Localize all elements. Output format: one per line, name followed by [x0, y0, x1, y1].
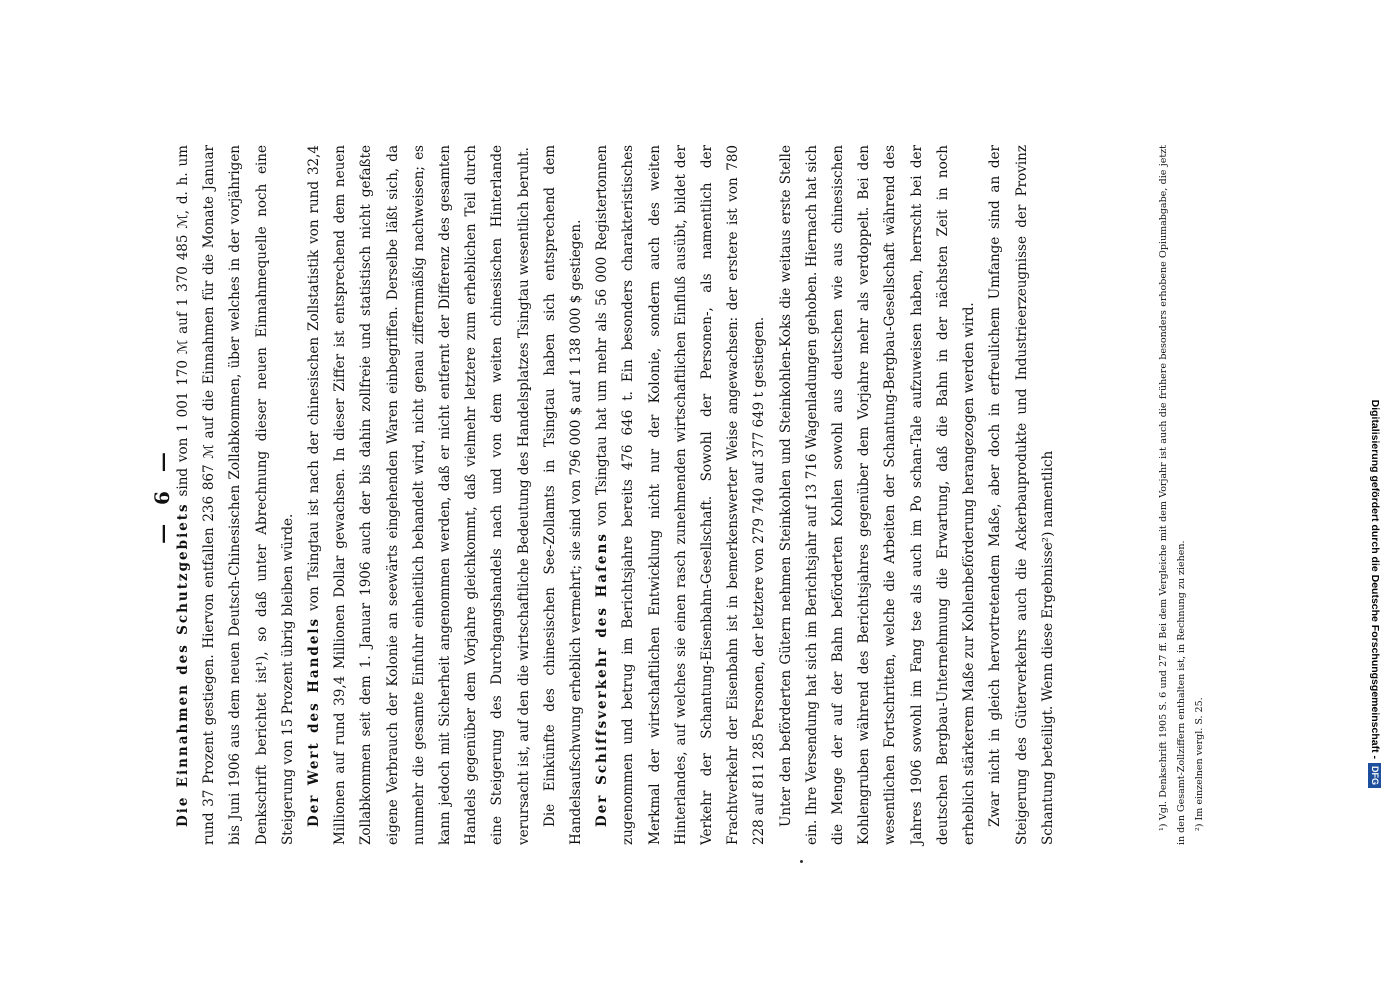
- dfg-logo: DFG: [1369, 763, 1382, 788]
- body-text: [170, 145, 1061, 845]
- paragraph-text: von Tsingtau ist nach der chinesischen Zollstatistik von rund 32,4 Millionen auf rund 39,4 Millionen Dollar gewachsen. In dieser Ziffer ist entsprechend dem neuen Zollabkommen seit dem 1. Januar 1906 auch der bis dahin zollfreie und statistisch nicht gefaßte eigene Verbrauch der Kolonie an seewärts eingehenden Waren einbegriffen. Derselbe läßt sich, da nunmehr die gesamte Einfuhr einheitlich behandelt wird, nicht genau ziffernmäßig nachweisen; es kann jedoch mit Sicherheit angenommen werden, daß er nicht entfernt der Differenz des gesamten Handels gegenüber dem Vorjahre gleichkommt, daß vielmehr letztere zum erheblichen Teil durch eine Steigerung des Durchgangshandels nach und von dem weiten chinesischen Hinterlande verursacht ist, auf den die wirtschaftliche Bedeutung des Handelsplatzes Tsingtau wesentlich beruht.: [306, 145, 532, 845]
- paragraph-lead: Der Wert des Handels: [306, 616, 323, 827]
- paragraph-schiffsverkehr: [589, 145, 772, 845]
- rotated-document-page: [150, 145, 1230, 845]
- footnote-2: ²) Im einzelnen vergl. S. 25.: [1194, 697, 1205, 831]
- scan-speck: [800, 860, 803, 863]
- paragraph-einnahmen: [170, 145, 301, 845]
- paragraph-ackerbau: [982, 145, 1061, 845]
- footnote-1: ¹) Vgl. Denkschrift 1905 S. 6 und 27 ff. Bei dem Vergleiche mit dem Vorjahr ist auch die frühere besonders erhobene Opiumabgabe, die jetzt in den Gesamt-Zollziffern enthalten ist, in Rechnung zu ziehen.: [1158, 145, 1187, 845]
- credit-text: Digitalisierung gefördert durch die Deutsche Forschungsgemeinschaft -: [1369, 399, 1381, 759]
- digitization-credit: [1368, 8, 1382, 788]
- paragraph-gueter: [773, 145, 983, 845]
- paragraph-text: von Tsingtau hat um mehr als 56 000 Registertonnen zugenommen und betrug im Berichtsjahre bereits 476 646 t. Ein besonders charakteristisches Merkmal der wirtschaftlichen Entwicklung nicht nur der Kolonie, sondern auch des weiten Hinterlandes, auf welches sie einen rasch zunehmenden wirtschaftlichen Einfluß ausübt, bildet der Verkehr der Schantung-Eisenbahn-Gesellschaft. Sowohl der Personen-, als namentlich der Frachtverkehr der Eisenbahn ist in bemerkenswerter Weise angewachsen: der erstere ist von 780 228 auf 811 285 Personen, der letztere von 279 740 auf 377 649 t gestiegen.: [594, 145, 768, 845]
- paragraph-text: Die Einkünfte des chinesischen See-Zollamts in Tsingtau haben sich entsprechend dem Handelsaufschwung erheblich vermehrt; sie sind von 796 000 $ auf 1 138 000 $ gestiegen.: [541, 145, 585, 845]
- paragraph-lead: Die Einnahmen des Schutzgebiets: [175, 502, 191, 827]
- paragraph-zollamt: [537, 145, 589, 845]
- paragraph-handel: [301, 145, 537, 845]
- footnotes: [1155, 145, 1209, 845]
- paragraph-text: sind von 1 001 170 ℳ auf 1 370 485 ℳ, d. h. um rund 37 Prozent gestiegen. Hiervon entfallen 236 867 ℳ auf die Einnahmen für die Monate Januar bis Juni 1906 aus dem neuen Deutsch-Chinesischen Zollabkommen, über welches in der vorjährigen Denkschrift berichtet ist¹), so daß unter Abrechnung dieser neuen Einnahmequelle noch eine Steigerung von 15 Prozent übrig bleiben würde.: [175, 145, 296, 845]
- paragraph-text: Unter den beförderten Gütern nehmen Steinkohlen und Steinkohlen-Koks die weitaus erste Stelle ein. Ihre Versendung hat sich im Berichtsjahr auf 13 716 Wagenladungen gehoben. Hiernach hat sich die Menge der auf der Bahn beförderten Kohlen sowohl aus deutschen wie aus chinesischen Kohlengruben während des Berichtsjahres gegenüber dem Vorjahre mehr als verdoppelt. Bei den wesentlichen Fortschritten, welche die Arbeiten der Schantung-Bergbau-Gesellschaft während des Jahres 1906 sowohl im Fang tse als auch im Po schan-Tale aufzuweisen haben, herrscht bei der deutschen Bergbau-Unternehmung die Erwartung, daß die Bahn in der nächsten Zeit in noch erheblich stärkerem Maße zur Kohlenbeförderung herangezogen werden wird.: [777, 145, 978, 845]
- page-number: — 6 —: [150, 446, 174, 544]
- paragraph-lead: Der Schiffsverkehr des Hafens: [594, 532, 611, 827]
- paragraph-text: Zwar nicht in gleich hervortretendem Maße, aber doch in erfreulichem Umfange sind an der Steigerung des Güterverkehrs auch die Ackerbauprodukte und Industrieerzeugnisse der Provinz Schantung beteiligt. Wenn diese Ergebnisse²) namentlich: [987, 145, 1056, 845]
